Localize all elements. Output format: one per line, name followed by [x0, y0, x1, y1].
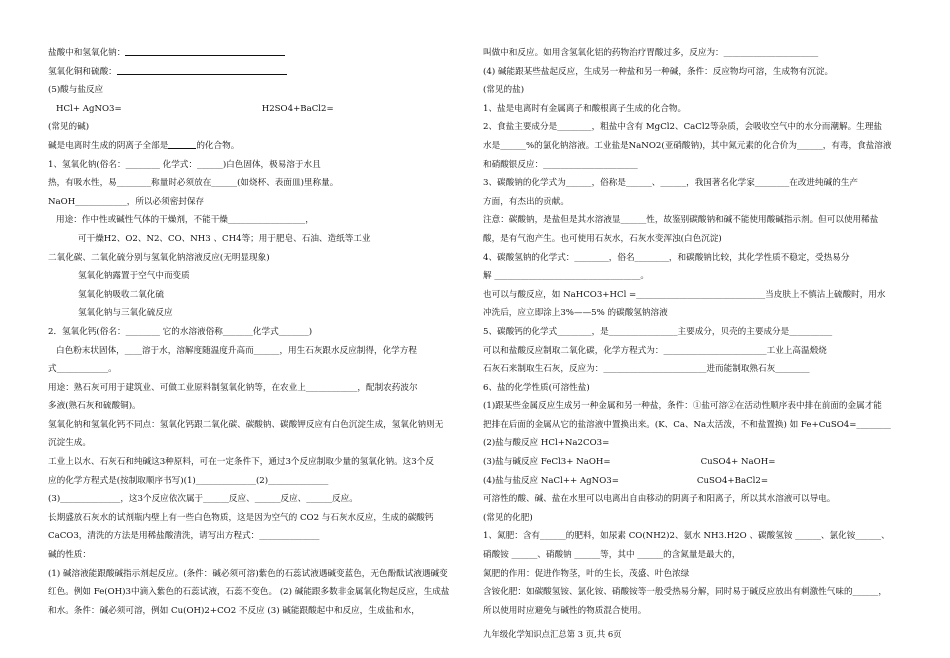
text-line: (常见的盐) — [483, 85, 525, 96]
text-line: 热，有吸水性，易________称量时必须放在______(如烧杯、表面皿)里称量。 — [48, 178, 339, 189]
text-line: 硝酸铵 ______、硝酸钠 ______等，其中 ______的含氮量是最大的， — [483, 550, 741, 561]
text-line: 氢氧化铜和硫酸： — [48, 63, 450, 82]
text-line: (3)______________，这3个反应依次属于______反应、______反应、______反应。 — [48, 494, 358, 505]
page-footer: 九年级化学知识点汇总第 3 页,共 6页 — [483, 629, 622, 639]
text-line: 石灰石来制取生石灰，反应为：________________________进而能制取熟石灰________ — [483, 364, 810, 375]
text-line: 用途：作中性或碱性气体的干燥剂，不能干燥__________________， — [56, 215, 314, 226]
text-line: 所以使用时应避免与碱性的物质混合使用。 — [483, 605, 647, 616]
text-line: 含铵化肥：如碳酸氢铵、氯化铵、硝酸铵等一般受热易分解，同时易于碱反应放出有刺激性气味的______， — [483, 587, 887, 598]
text-line: 长期盛放石灰水的试剂瓶内壁上有一些白色物质，这是因为空气的 CO2 与石灰水反应，生成的碳酸钙 — [48, 512, 434, 523]
text-line: 碱是电离时生成的阴离子全部是 的化合物。 — [48, 137, 450, 156]
text-line: 盐酸中和氢氧化钠： — [48, 44, 450, 63]
text-line: 4、碳酸氢钠的化学式：________，俗名________，和碳酸钠比较，其化学性质不稳定，受热易分 — [483, 252, 850, 263]
text-line: 注意：碳酸钠，是盐但是其水溶液显______性，故鉴别碳酸钠和碱不能使用酸碱指示剂。但可以使用稀盐 — [483, 215, 879, 226]
right-column — [483, 44, 901, 620]
text-line: 氢氧化钠吸收二氧化硫 — [78, 289, 164, 300]
text-line: 和水。条件：碱必须可溶，例如 Cu(OH)2+CO2 不反应 (3) 碱能跟酸起中和反应，生成盐和水， — [48, 605, 420, 616]
text-line: (5)酸与盐反应 — [48, 85, 104, 96]
text-line: 可以和盐酸反应制取二氧化碳，化学方程式为：________________________工业上高温煅烧 — [483, 345, 827, 356]
text-line: CaCO3，清洗的方法是用稀盐酸清洗，请写出方程式：______________ — [48, 531, 320, 542]
text-line: 应的化学方程式是(按制取顺序书写)(1)______________(2)______________ — [48, 475, 329, 486]
text-line: 可干燥H2、O2、N2、CO、NH3 、CH4等；用于肥皂、石油、造纸等工业 — [78, 233, 371, 244]
text-line: 式____________。 — [48, 364, 117, 375]
left-column — [48, 44, 450, 620]
text-line: (4)盐与盐反应 NaCl++ AgNO3= CuSO4+BaCl2= — [483, 475, 769, 486]
text-line: 用途：熟石灰可用于建筑业、可做工业原料制氢氧化钠等，在农业上____________，配制农药波尔 — [48, 382, 418, 393]
text-line: 白色粉末状固体，____溶于水，溶解度随温度升高而______，用生石灰跟水反应制得，化学方程 — [56, 345, 417, 356]
text-line: 冲洗后，应立即涂上3%——5% 的碳酸氢钠溶液 — [483, 308, 668, 319]
text-line: 叫做中和反应。如用含氢氧化铝的药物治疗胃酸过多，反应为：______________________ — [483, 48, 819, 58]
text-line: 方面，有杰出的贡献。 — [483, 196, 569, 207]
text-line: 6、盐的化学性质(可溶性盐) — [483, 382, 590, 393]
text-line: (4) 碱能跟某些盐起反应，生成另一种盐和另一种碱，条件：反应物均可溶，生成物有沉淀。 — [483, 66, 834, 77]
text-line: 2、食盐主要成分是________，粗盐中含有 MgCl2、CaCl2等杂质，会吸收空气中的水分而潮解。生理盐 — [483, 122, 882, 133]
text-line: 二氧化碳、二氧化硫分别与氢氧化钠溶液反应(无明显现象) — [48, 252, 270, 263]
text-line: 氢氧化钠与三氧化硫反应 — [78, 308, 173, 319]
text-line: 氮肥的作用：促进作物茎，叶的生长，茂盛、叶色浓绿 — [483, 568, 690, 579]
text-line: 5、碳酸钙的化学式________，是________________主要成分，贝壳的主要成分是__________ — [483, 326, 833, 337]
text-line: 红色。例如 Fe(OH)3中滴入紫色的石蕊试液，石蕊不变色。 (2) 碱能跟多数非金属氧化物起反应，生成盐 — [48, 587, 450, 598]
text-line: 3、碳酸钠的化学式为______，俗称是______、______，我国著名化学家________在改进纯碱的生产 — [483, 178, 859, 189]
text-line: (2)盐与酸反应 HCl+Na2CO3= — [483, 438, 610, 449]
text-line: 工业上以水、石灰石和纯碱这3种原料，可在一定条件下，通过3个反应制取少量的氢氧化钠。这3个反 — [48, 457, 434, 468]
text-line: (3)盐与碱反应 FeCl3+ NaOH= CuSO4+ NaOH= — [483, 457, 776, 468]
text-line: (1) 碱溶液能跟酸碱指示剂起反应。(条件：碱必须可溶)紫色的石蕊试液遇碱变蓝色，无色酚酞试液遇碱变 — [48, 568, 448, 579]
text-line: (常见的化肥) — [483, 512, 533, 523]
text-line: 1、氮肥：含有______的肥料，如尿素 CO(NH2)2、氨水 NH3.H2O 、碳酸氢铵 ______、氯化铵______、 — [483, 531, 890, 542]
text-line: 1、氢氧化钠(俗名：________ 化学式：______)白色固体，极易溶于水且 — [48, 159, 321, 170]
text-line: 把排在后面的金属从它的盐溶液中置换出来。(K、Ca、Na太活泼，不和盐置换) 如 Fe+CuSO4=________ — [483, 419, 891, 430]
text-line: (1)跟某些金属反应生成另一种金属和另一种盐，条件：①盐可溶②在活动性顺序表中排在前面的金属才能 — [483, 401, 882, 412]
text-line: (常见的碱) — [48, 122, 90, 133]
text-line: 1、盐是电离时有金属离子和酸根离子生成的化合物。 — [483, 103, 687, 114]
text-line: NaOH____________，所以必须密封保存 — [48, 196, 205, 207]
text-line: 碱的性质： — [48, 550, 91, 561]
text-line: 和硝酸银反应：______________________ — [483, 159, 638, 170]
text-line: 多液(熟石灰和硫酸铜)。 — [48, 401, 141, 412]
text-line: 酸，是有气泡产生。也可使用石灰水，石灰水变浑浊(白色沉淀) — [483, 233, 722, 244]
text-line: HCl+ AgNO3= H2SO4+BaCl2= — [56, 103, 334, 114]
text-line: 2．氢氧化钙(俗名：________ 它的水溶液俗称_______化学式_______) — [48, 326, 313, 337]
text-line: 解 __________________________________。 — [483, 271, 650, 282]
text-line: 水是______%的氯化钠溶液。工业盐是NaNO2(亚硝酸钠)，其中氮元素的化合价为______，有毒，食盐溶液 — [483, 140, 892, 151]
text-line: 也可以与酸反应，如 NaHCO3+HCl =______________________________当皮肤上不慎沾上硫酸时，用水 — [483, 289, 886, 300]
text-line: 可溶性的酸、碱、盐在水里可以电离出自由移动的阴离子和阳离子，所以其水溶液可以导电。 — [483, 494, 836, 505]
text-line: 氢氧化钠和氢氧化钙不同点：氢氧化钙跟二氧化碳、碳酸钠、碳酸钾反应有白色沉淀生成，氢氧化钠则无 — [48, 419, 444, 430]
text-line: 沉淀生成。 — [48, 438, 91, 449]
text-line: 氢氧化钠露置于空气中而变质 — [78, 271, 190, 282]
